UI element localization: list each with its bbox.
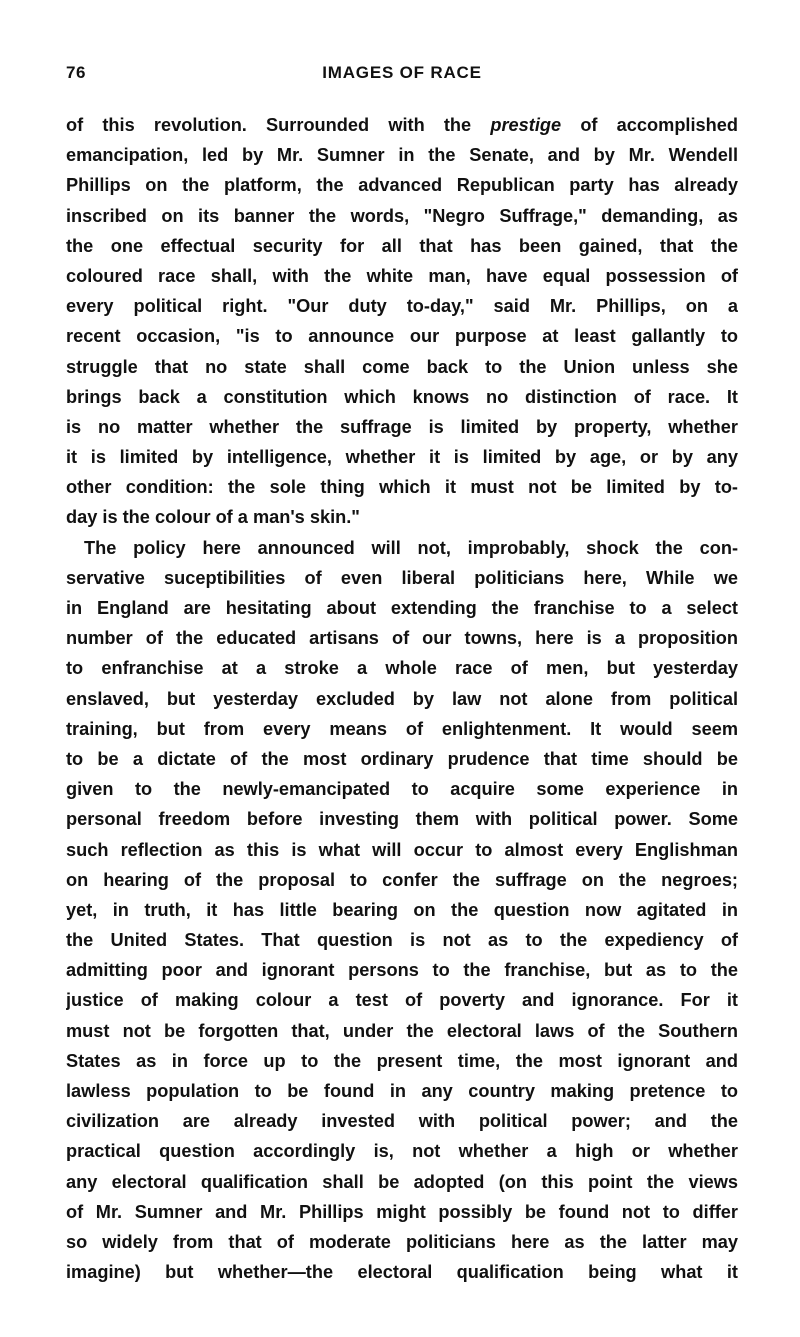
text-line: inscribed on its banner the words, "Negro Suffrage," demanding, as (66, 205, 738, 226)
text-line: imagine) but whether—the electoral qualification being what it (66, 1262, 738, 1283)
page-number: 76 (66, 63, 86, 82)
text-line: coloured race shall, with the white man, have equal possession of (66, 265, 738, 286)
text-line: other condition: the sole thing which it must not be limited by to- (66, 477, 738, 498)
text-line: recent occasion, "is to announce our purpose at least gallantly to (66, 326, 738, 347)
text-line: such reflection as this is what will occur to almost every Englishman (66, 839, 738, 860)
text-line: number of the educated artisans of our towns, here is a proposition (66, 628, 738, 649)
text-line: lawless population to be found in any country making pretence to (66, 1081, 738, 1101)
text-line: brings back a constitution which knows no distinction of race. It (66, 386, 738, 407)
text-line: training, but from every means of enlightenment. It would seem (66, 718, 738, 739)
paragraph-2 (66, 533, 738, 1288)
text-line: justice of making colour a test of poverty and ignorance. For it (66, 990, 738, 1011)
text-line: Phillips on the platform, the advanced Republican party has already (66, 175, 738, 196)
text-line: the United States. That question is not as to the expediency of (66, 930, 738, 951)
text-line: personal freedom before investing them with political power. Some (66, 809, 738, 830)
emphasis-text: prestige (490, 115, 562, 135)
text-line: States as in force up to the present time, the most ignorant and (66, 1050, 738, 1071)
text-line: of this revolution. Surrounded with the prestige of accomplished (66, 115, 738, 135)
text-line: in England are hesitating about extending the franchise to a select (66, 598, 738, 618)
running-title: IMAGES OF RACE (322, 63, 482, 82)
text-line: emancipation, led by Mr. Sumner in the Senate, and by Mr. Wendell (66, 145, 738, 166)
text-line: so widely from that of moderate politicians here as the latter may (66, 1231, 738, 1252)
text-line: to be a dictate of the most ordinary prudence that time should be (66, 748, 738, 769)
text-line: struggle that no state shall come back to the Union unless she (66, 356, 738, 377)
text-line: every political right. "Our duty to-day," said Mr. Phillips, on a (66, 296, 738, 317)
body-text (66, 110, 738, 1287)
text-line: servative suceptibilities of even liberal politicians here, While we (66, 567, 738, 588)
page-header (66, 63, 738, 87)
text-line: day is the colour of a man's skin." (66, 507, 360, 528)
text-line: is no matter whether the suffrage is limited by property, whether (66, 416, 738, 437)
text-line: The policy here announced will not, improbably, shock the con- (84, 537, 738, 558)
text-line: it is limited by intelligence, whether it is limited by age, or by any (66, 447, 738, 468)
text-line: admitting poor and ignorant persons to the franchise, but as to the (66, 960, 738, 981)
text-line: to enfranchise at a stroke a whole race of men, but yesterday (66, 658, 738, 679)
text-line: civilization are already invested with political power; and the (66, 1111, 738, 1132)
paragraph-1 (66, 110, 738, 533)
text-line: the one effectual security for all that has been gained, that the (66, 235, 738, 256)
text-line: yet, in truth, it has little bearing on the question now agitated in (66, 899, 738, 920)
text-line: given to the newly-emancipated to acquire some experience in (66, 779, 738, 800)
text-line: practical question accordingly is, not whether a high or whether (66, 1141, 738, 1162)
text-line: any electoral qualification shall be adopted (on this point the views (66, 1171, 738, 1192)
text-line: on hearing of the proposal to confer the suffrage on the negroes; (66, 869, 738, 890)
text-line: must not be forgotten that, under the electoral laws of the Southern (66, 1020, 738, 1041)
text-line: enslaved, but yesterday excluded by law not alone from political (66, 688, 738, 709)
text-line: of Mr. Sumner and Mr. Phillips might possibly be found not to differ (66, 1201, 738, 1222)
